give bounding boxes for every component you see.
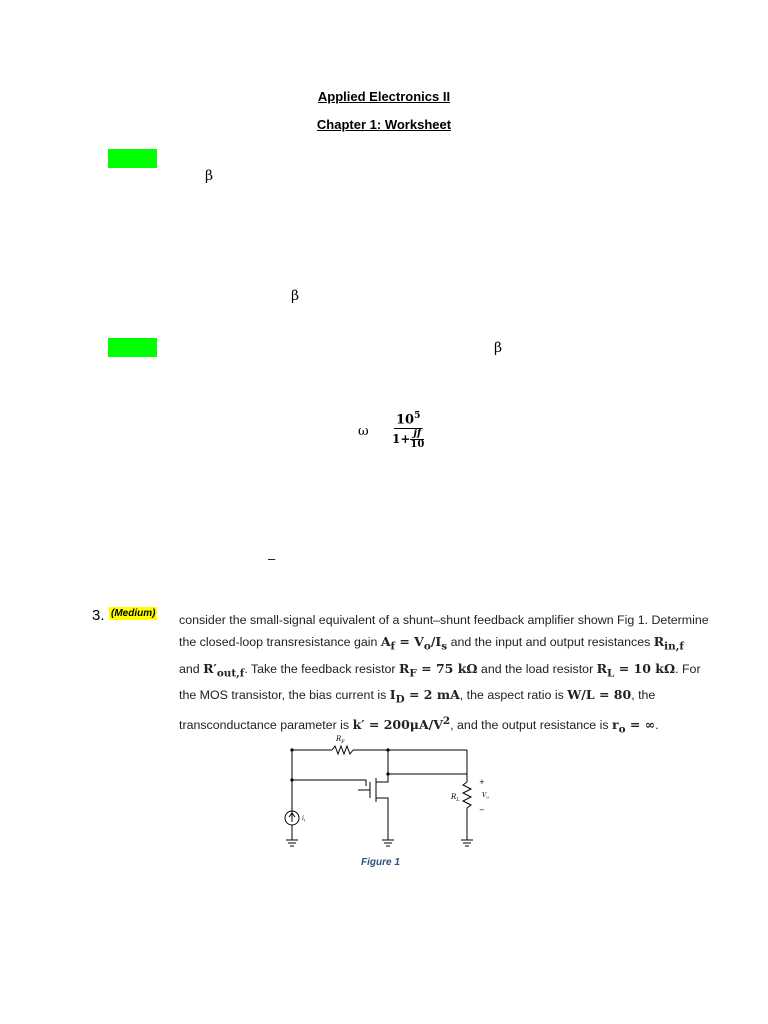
label-plus: + <box>479 778 485 786</box>
question-3-text <box>179 610 739 740</box>
dash-mark: – <box>268 551 276 566</box>
shunt-shunt-amplifier-circuit <box>270 730 510 855</box>
label-ii: $i_i$ <box>302 815 306 823</box>
beta-symbol: β <box>291 288 300 304</box>
question-line: transconductance parameter is $k' = 200\mu A/V^2$, and the output resistance is $r_o$ = ∞. <box>179 714 659 736</box>
label-rl: $R_L$ <box>451 793 460 803</box>
question-line: and $R'_{out,f}$. Take the feedback resistor $R_F = 75$ kΩ and the load resistor $R_L = 10$ kΩ. For <box>179 660 701 679</box>
feedback-resistor <box>332 746 353 754</box>
fraction-numerator: $10^5$ <box>395 410 421 427</box>
omega-symbol: ω <box>358 424 369 439</box>
difficulty-badge: (Medium) <box>111 608 156 619</box>
label-rf: $R_F$ <box>336 735 345 745</box>
label-minus: − <box>479 806 485 814</box>
transfer-function-fraction <box>392 408 424 450</box>
question-line: the closed-loop transresistance gain $A_f = V_o/I_s$ and the input and output resistances $R_{in,f}$ <box>179 634 684 653</box>
course-title: Applied Electronics II <box>317 89 451 104</box>
figure-caption: Figure 1 <box>361 857 400 868</box>
beta-symbol: β <box>205 168 214 184</box>
label-vo: $V_o$ <box>482 792 489 800</box>
question-2-highlight <box>108 338 157 357</box>
question-1-highlight <box>108 149 157 168</box>
question-line: consider the small-signal equivalent of a shunt–shunt feedback amplifier shown Fig 1. Determine <box>179 613 709 627</box>
load-resistor <box>463 782 471 808</box>
chapter-title: Chapter 1: Worksheet <box>316 117 452 132</box>
fraction-denominator: 1+ $\frac{jf}{10}$ <box>392 428 425 450</box>
question-line: the MOS transistor, the bias current is $I_D = 2$ mA, the aspect ratio is W/L = 80, the <box>179 687 656 706</box>
beta-symbol: β <box>494 340 503 356</box>
question-3-number: 3. <box>92 607 105 624</box>
